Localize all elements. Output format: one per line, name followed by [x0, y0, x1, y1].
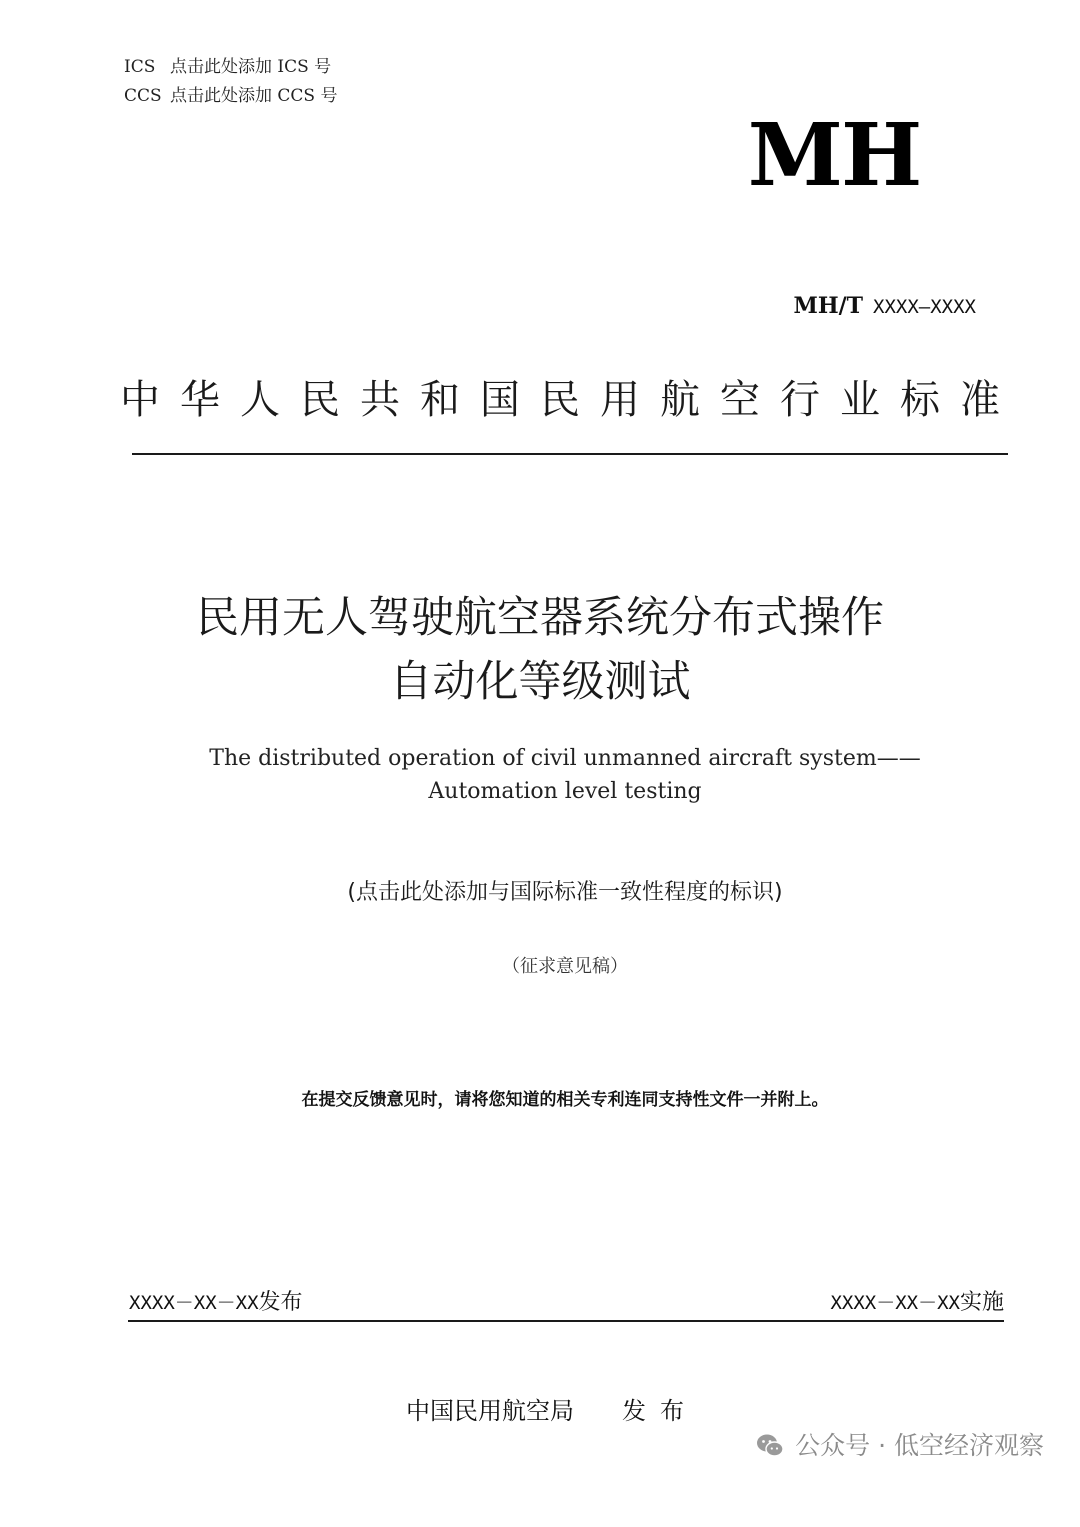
implement-label: 实施 — [959, 1290, 1004, 1315]
publish-date — [129, 1288, 303, 1318]
publish-date-code[interactable]: XXXX－XX－XX — [129, 1292, 259, 1314]
title-en-line1[interactable]: The distributed operation of civil unmanned aircraft system—— — [209, 746, 921, 771]
conformity-note[interactable]: (点击此处添加与国际标准一致性程度的标识) — [347, 880, 783, 905]
mh-logo: MH — [747, 105, 921, 206]
standard-code[interactable]: XXXX—XXXX — [873, 296, 976, 318]
draft-status: （征求意见稿） — [502, 956, 628, 977]
ics-label: ICS — [124, 57, 156, 77]
standard-prefix: MH/T — [793, 293, 864, 319]
ics-value[interactable]: 点击此处添加 ICS 号 — [170, 57, 332, 77]
implement-date-code[interactable]: XXXX－XX－XX — [830, 1292, 960, 1314]
ccs-row — [124, 81, 337, 106]
ics-row — [124, 52, 331, 77]
publish-label: 发布 — [258, 1290, 303, 1315]
title-cn-line2[interactable]: 自动化等级测试 — [389, 657, 691, 707]
header-divider — [132, 453, 1008, 455]
ccs-label: CCS — [124, 86, 162, 106]
ccs-value[interactable]: 点击此处添加 CCS 号 — [170, 86, 338, 106]
wechat-icon — [755, 1431, 785, 1461]
title-en-line2[interactable]: Automation level testing — [428, 779, 702, 804]
watermark — [755, 1428, 1044, 1464]
issuer-action: 发布 — [622, 1397, 698, 1425]
patent-notice: 在提交反馈意见时，请将您知道的相关专利连同支持性文件一并附上。 — [301, 1090, 829, 1110]
watermark-text: 公众号 · 低空经济观察 — [795, 1431, 1044, 1460]
org-standard-title: 中华人民共和国民用航空行业标准 — [120, 377, 1020, 423]
title-cn-line1[interactable]: 民用无人驾驶航空器系统分布式操作 — [196, 593, 884, 643]
issuer-org: 中国民用航空局 — [406, 1397, 574, 1425]
issuer-line — [406, 1394, 698, 1428]
implement-date — [830, 1288, 1004, 1318]
footer-divider — [128, 1320, 1004, 1322]
standard-number — [794, 293, 977, 319]
